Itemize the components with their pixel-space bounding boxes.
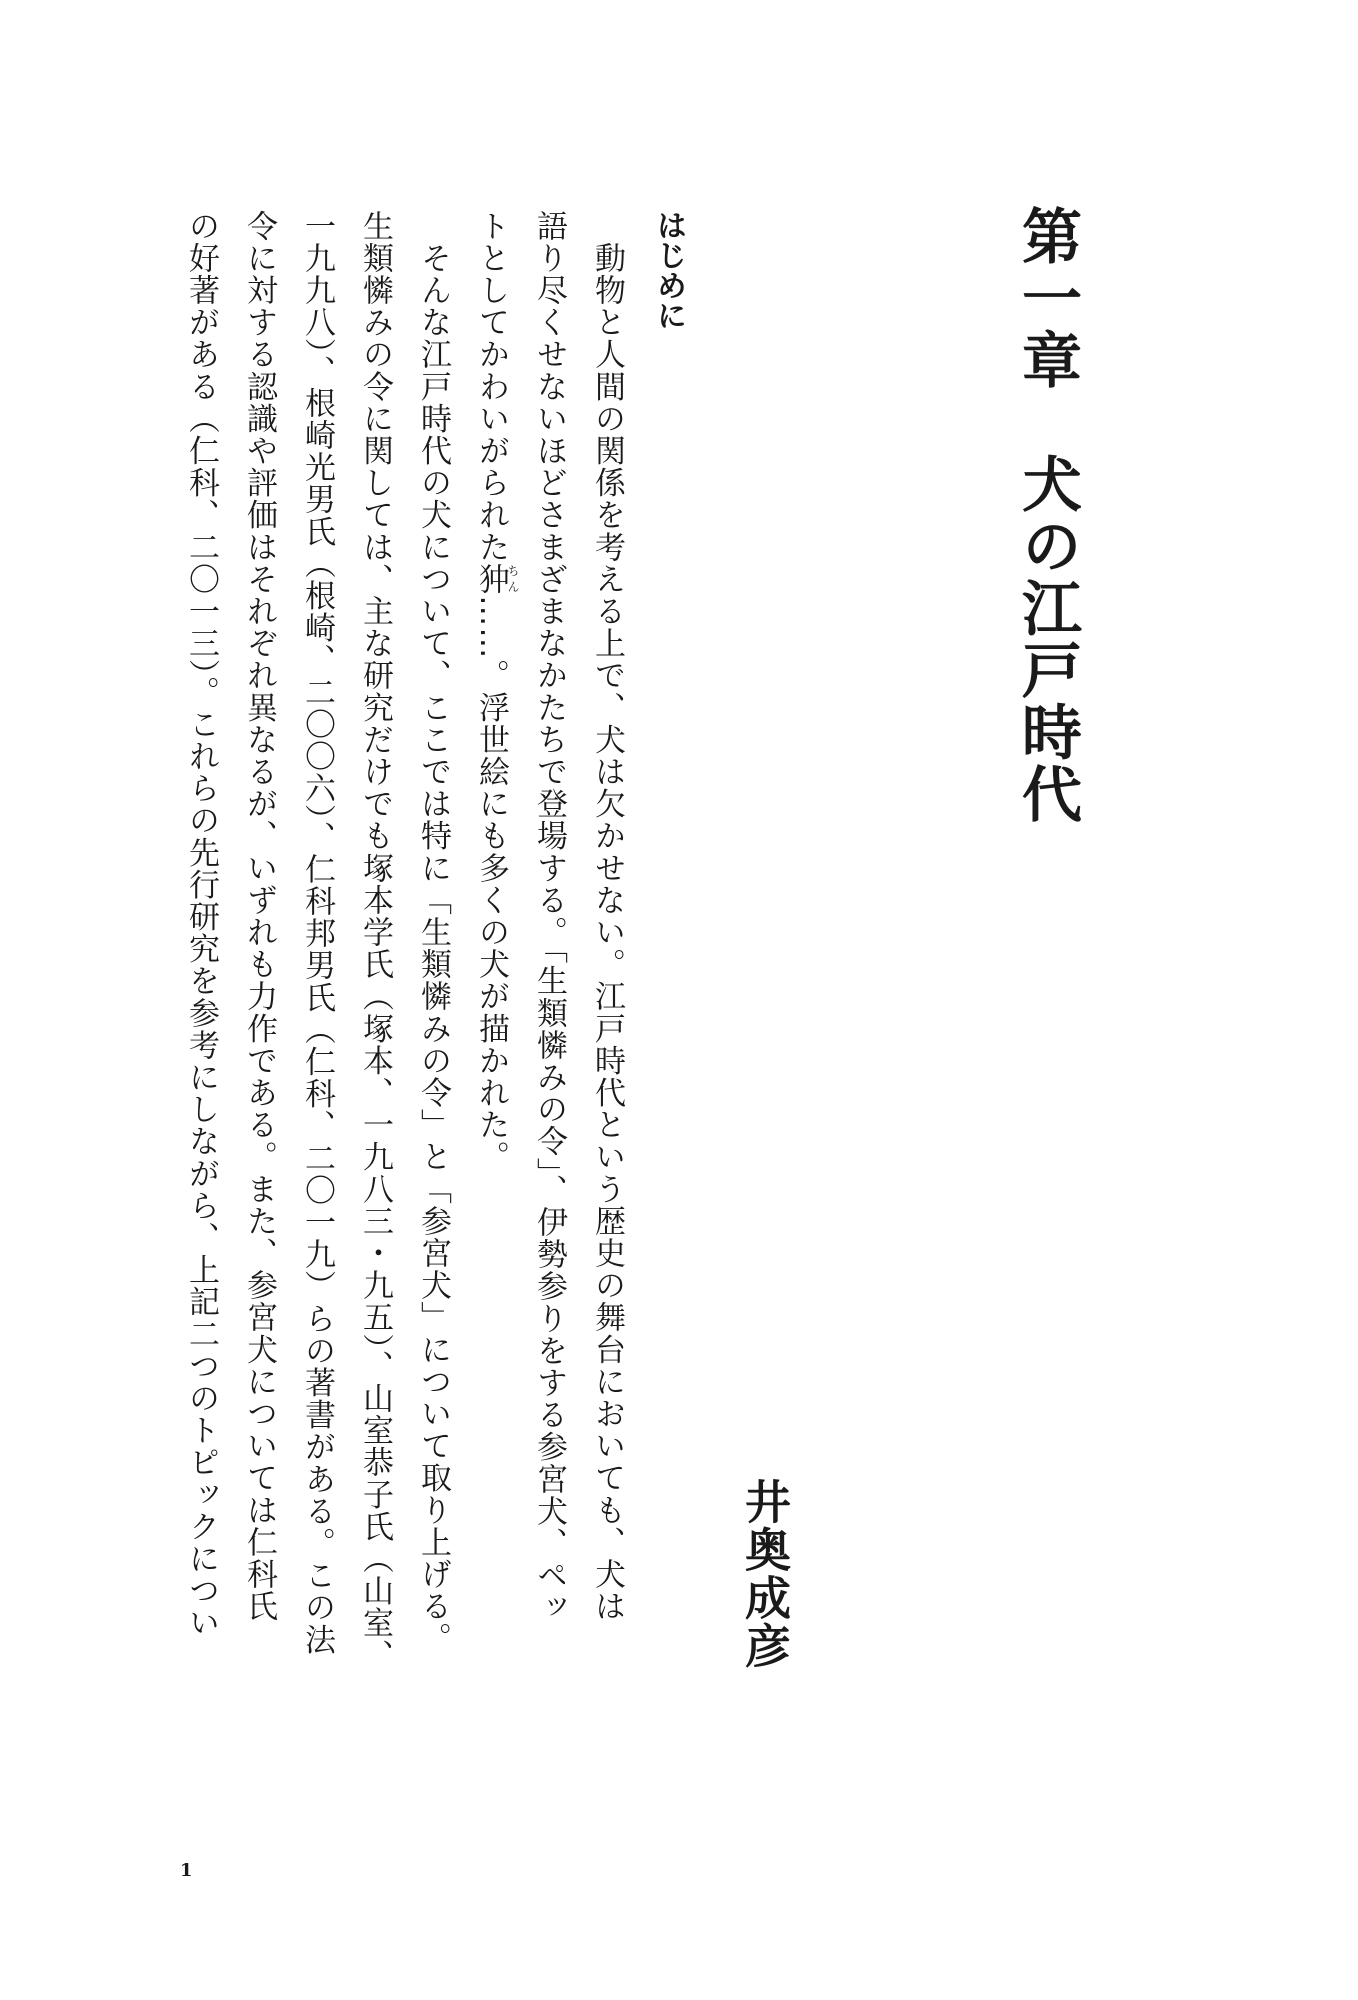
page-number: 1 (180, 1860, 193, 1881)
ruby-chin (473, 563, 520, 596)
body-line-1: 動物と人間の関係を考える上で、犬は欠かせない。江戸時代という歴史の舞台においても、犬は (589, 210, 625, 1623)
author-name: 井奥成彦 (738, 1478, 792, 1670)
body-line-4: そんな江戸時代の犬について、ここでは特に「生類憐みの令」と「参宮犬」について取り上げる。 (415, 210, 451, 1655)
body-line-7: 令に対する認識や評価はそれぞれ異なるが、いずれも力作である。また、参宮犬については仁科氏 (241, 210, 277, 1623)
ruby-base: 狆 (473, 563, 509, 596)
chapter-title: 第一章 犬の江戸時代 (1012, 205, 1082, 825)
section-heading: はじめに (651, 210, 686, 330)
ruby-before: トとしてかわいがられた (473, 210, 509, 564)
body-line-5: 生類憐みの令に関しては、主な研究だけでも塚本学氏（塚本、一九八三・九五）、山室恭子氏（山室、 (357, 210, 393, 1672)
ruby-reading: ちん (506, 563, 520, 596)
body-line-8: の好著がある（仁科、二〇一三）。これらの先行研究を参考にしながら、上記二つのトピックについ (183, 210, 219, 1639)
body-text (172, 210, 636, 1830)
ruby-after: ……。浮世絵にも多くの犬が描かれた。 (473, 595, 509, 1174)
body-line-2: 語り尽くせないほどさまざまなかたちで登場する。「生類憐みの令」、伊勢参りをする参宮犬、ペッ (531, 210, 567, 1624)
body-line-6: 一九九八）、根崎光男氏（根崎、二〇〇六）、仁科邦男氏（仁科、二〇一九）らの著書がある。この法 (299, 210, 335, 1656)
body-line-3 (462, 210, 520, 1830)
